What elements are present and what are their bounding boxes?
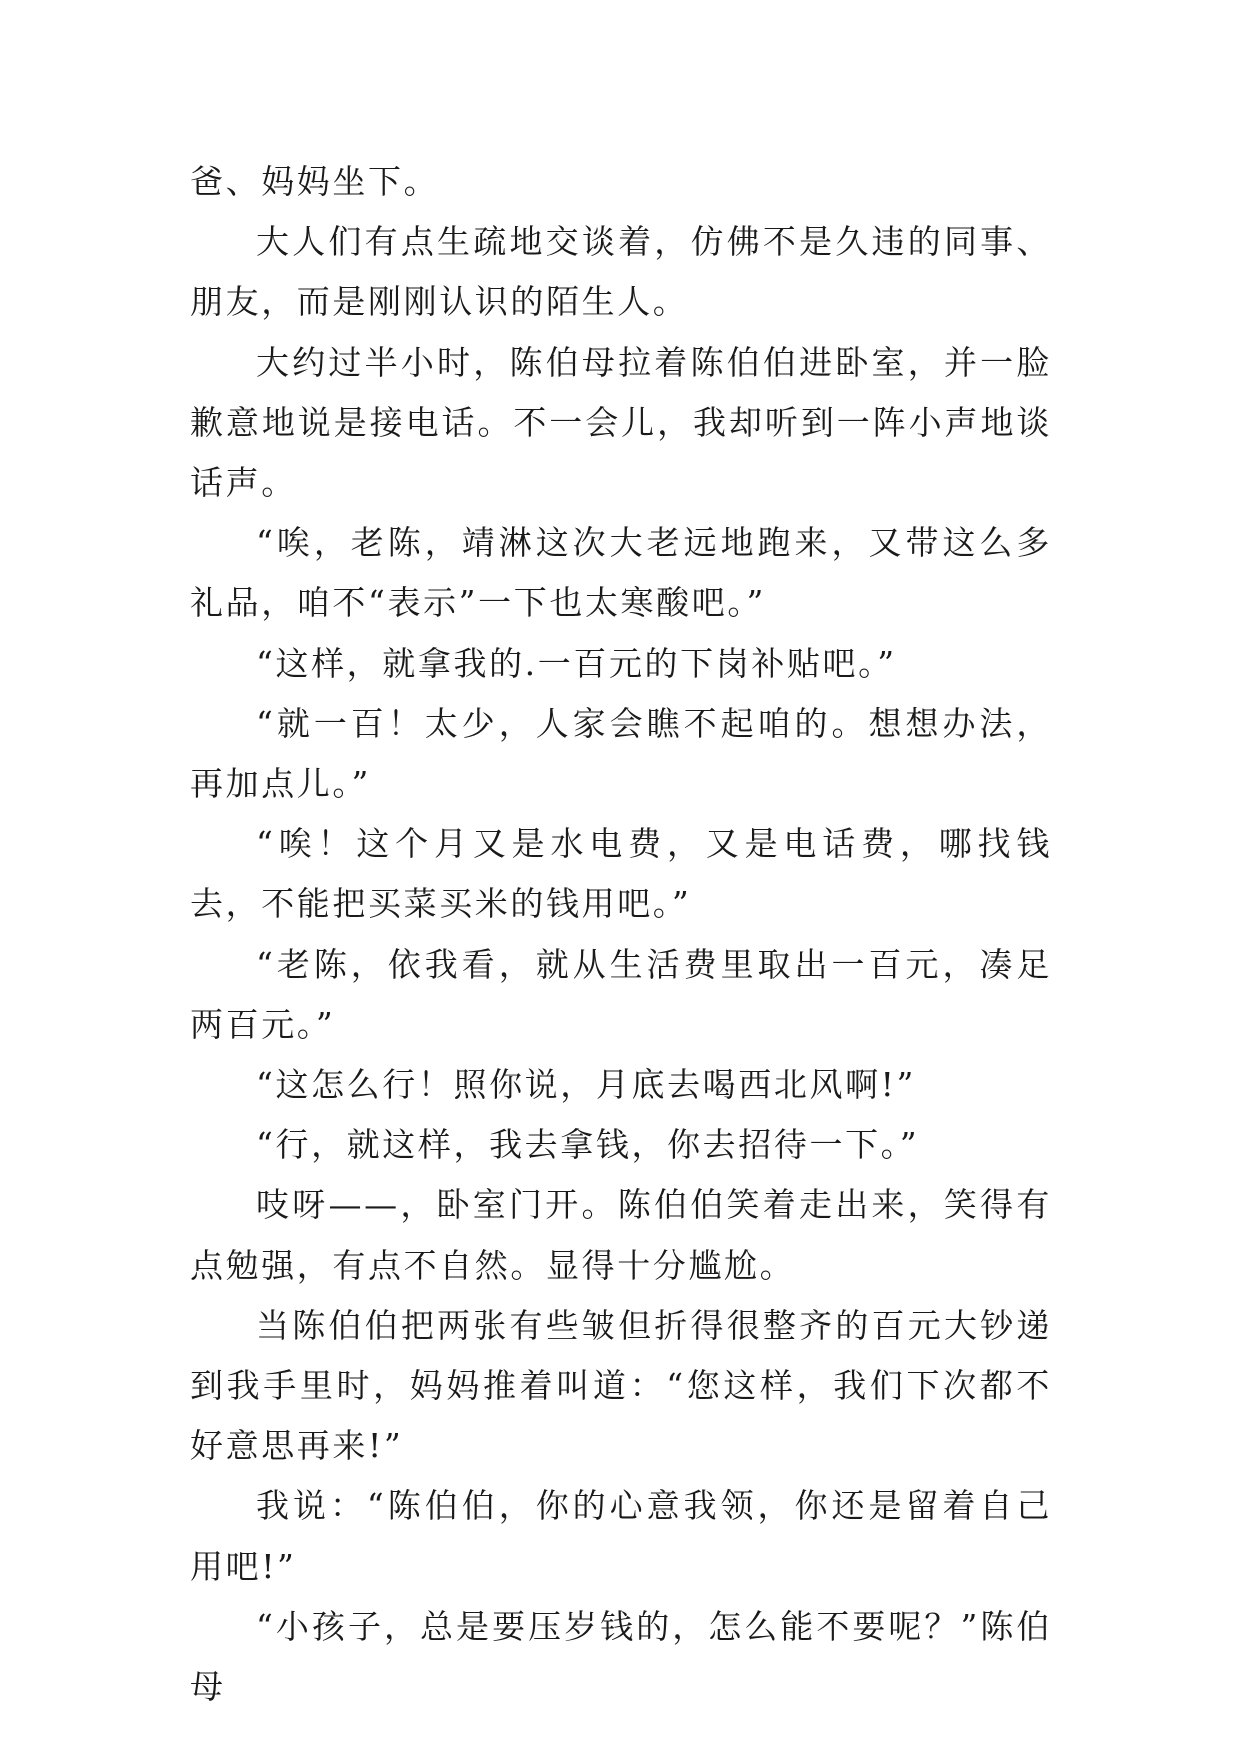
paragraph-2: 大人们有点生疏地交谈着，仿佛不是久违的同事、朋友，而是刚刚认识的陌生人。: [190, 222, 1052, 322]
paragraph-4: “唉，老陈，靖淋这次大老远地跑来，又带这么多礼品，咱不“表示”一下也太寒酸吧。”: [190, 523, 1052, 623]
paragraph-9: “这怎么行！照你说，月底去喝西北风啊!”: [256, 1065, 917, 1105]
paragraph-14: “小孩子，总是要压岁钱的，怎么能不要呢？”陈伯母: [190, 1606, 1052, 1707]
paragraph-7: “唉！这个月又是水电费，又是电话费，哪找钱去，不能把买菜买米的钱用吧。”: [190, 824, 1052, 924]
paragraph-8: “老陈，依我看，就从生活费里取出一百元，凑足两百元。”: [190, 944, 1052, 1044]
paragraph-11: 吱呀——，卧室门开。陈伯伯笑着走出来，笑得有点勉强，有点不自然。显得十分尴尬。: [190, 1185, 1052, 1285]
paragraph-10: “行，就这样，我去拿钱，你去招待一下。”: [256, 1125, 920, 1165]
paragraph-13: 我说：“陈伯伯，你的心意我领，你还是留着自己用吧!”: [190, 1486, 1052, 1586]
paragraph-3: 大约过半小时，陈伯母拉着陈伯伯进卧室，并一脸歉意地说是接电话。不一会儿，我却听到一阵小声地谈话声。: [190, 342, 1052, 503]
paragraph-6: “就一百！太少，人家会瞧不起咱的。想想办法，再加点儿。”: [190, 703, 1052, 804]
paragraph-12: 当陈伯伯把两张有些皱但折得很整齐的百元大钞递到我手里时，妈妈推着叫道：“您这样，我们下次都不好意思再来!”: [190, 1305, 1052, 1466]
paragraph-5: “这样，就拿我的.一百元的下岗补贴吧。”: [256, 643, 897, 683]
article-body: [190, 152, 1052, 1717]
paragraph-1: 爸、妈妈坐下。: [190, 162, 440, 201]
